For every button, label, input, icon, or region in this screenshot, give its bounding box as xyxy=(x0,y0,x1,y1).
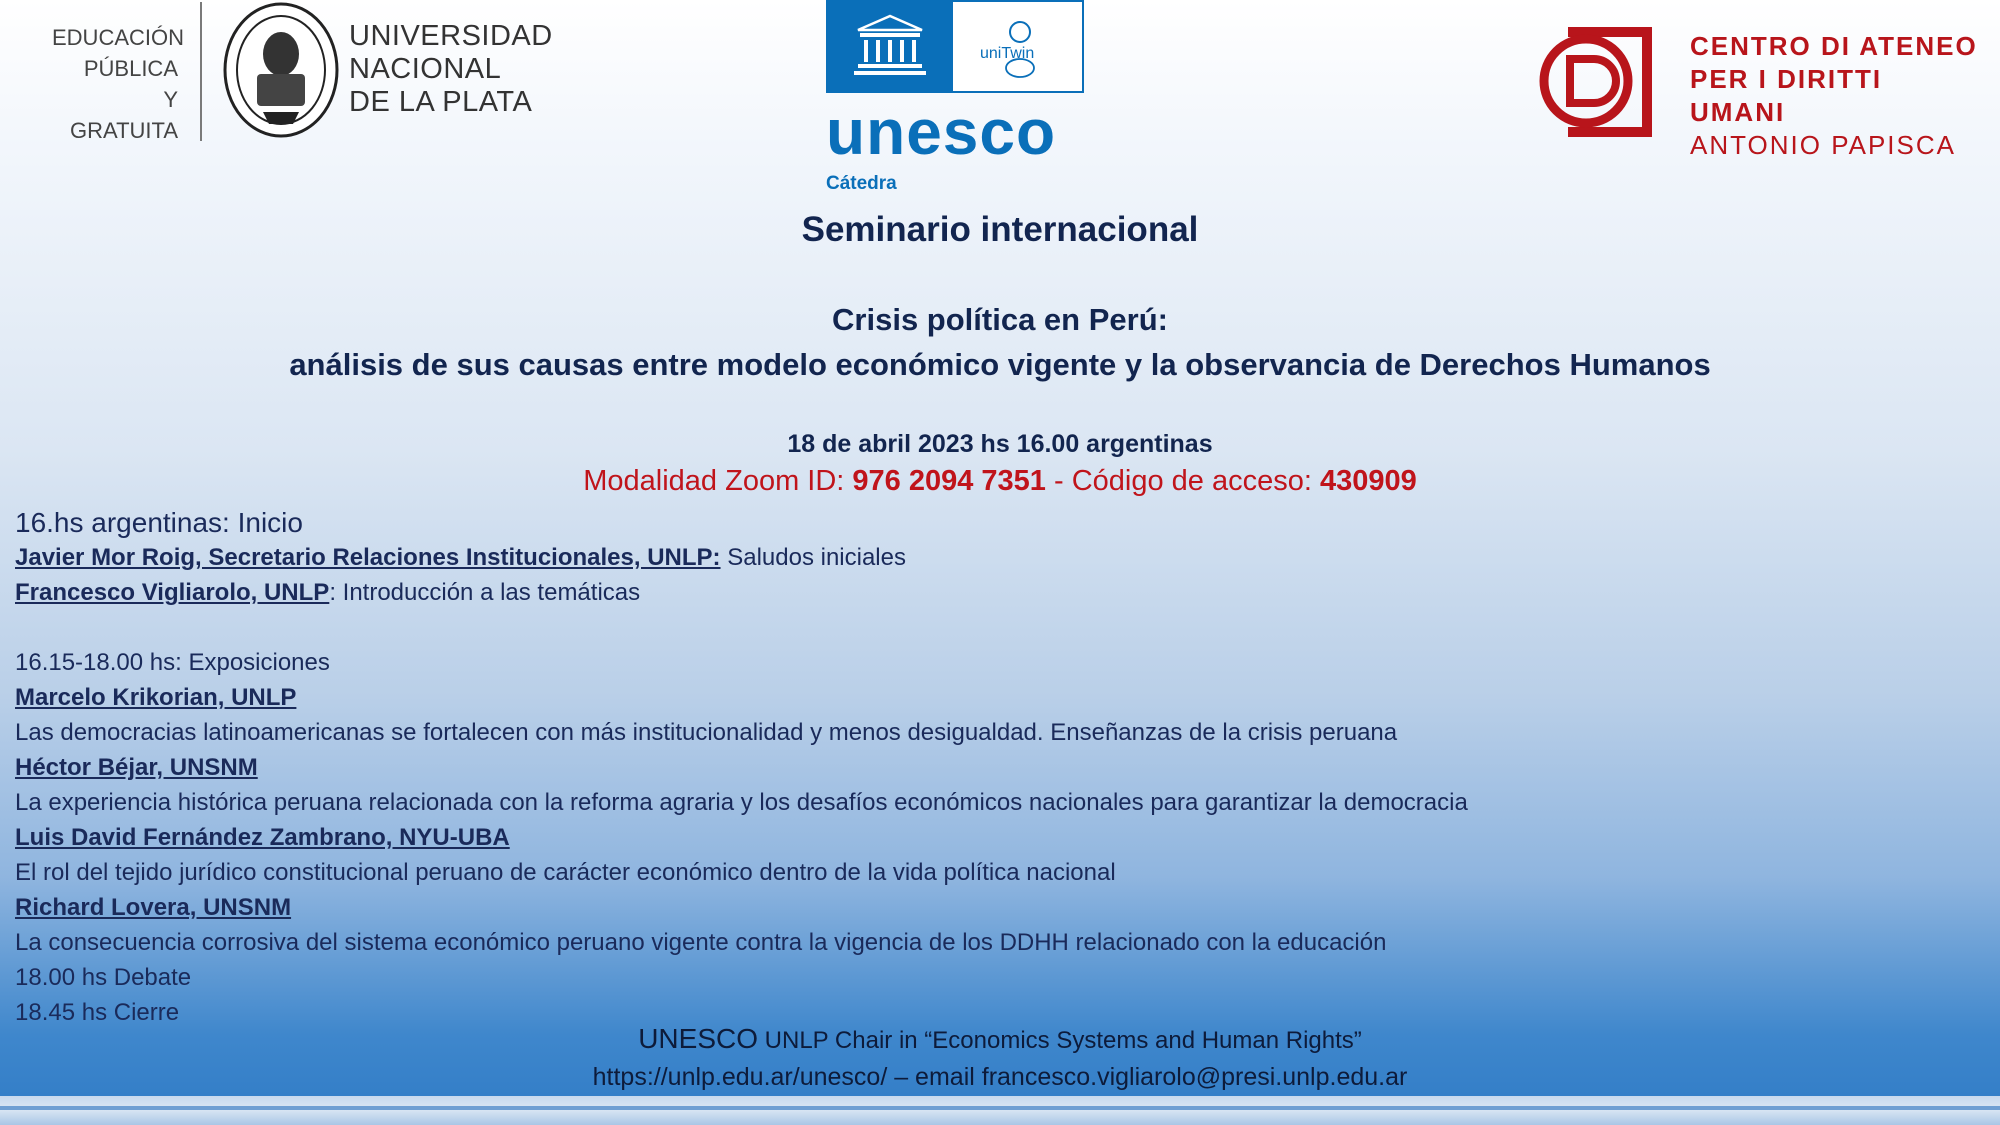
cierre-item: 18.45 hs Cierre xyxy=(15,999,180,1026)
slogan-line: EDUCACIÓN xyxy=(52,25,185,50)
unesco-temple-icon xyxy=(828,2,953,91)
svg-text:uniTwin: uniTwin xyxy=(980,45,1035,62)
bottom-band xyxy=(0,1096,2000,1125)
opening-text: : Introducción a las temáticas xyxy=(329,579,641,606)
opening-item xyxy=(15,575,1975,610)
unesco-catedra: Cátedra xyxy=(826,173,897,194)
unlp-seal-icon xyxy=(223,2,340,139)
event-date: 18 de abril 2023 hs 16.00 argentinas xyxy=(787,430,1213,458)
spacer xyxy=(15,610,1975,645)
program-start: 16.hs argentinas: Inicio xyxy=(15,507,303,538)
access-code: 430909 xyxy=(1319,465,1417,497)
unlp-name-line: DE LA PLATA xyxy=(349,86,533,118)
speaker-name: Richard Lovera, UNSNM xyxy=(15,894,292,921)
ateneo-mark-icon xyxy=(1538,25,1654,139)
unlp-name xyxy=(349,20,553,119)
ateneo-name xyxy=(1690,30,1978,162)
slogan-line: PÚBLICA xyxy=(83,56,178,81)
footer-chair-text: UNLP Chair in “Economics Systems and Human Rights” xyxy=(758,1027,1362,1054)
slogan-line: Y GRATUITA xyxy=(70,87,178,143)
bottom-band-line xyxy=(0,1106,2000,1110)
program-list xyxy=(15,505,1975,1030)
zoom-id: 976 2094 7351 xyxy=(852,465,1046,497)
seminar-heading: Seminario internacional xyxy=(801,210,1199,249)
speaker-name: Francesco Vigliarolo, UNLP xyxy=(15,579,330,606)
speaker-name: Héctor Béjar, UNSNM xyxy=(15,754,258,781)
opening-text: Saludos iniciales xyxy=(720,544,906,571)
title-line-2: análisis de sus causas entre modelo económico vigente y la observancia de Derechos Humanos xyxy=(289,347,1711,382)
speaker-name: Luis David Fernández Zambrano, NYU-UBA xyxy=(15,824,510,851)
opening-item xyxy=(15,540,1975,575)
ateneo-line: PER I DIRITTI UMANI xyxy=(1690,64,1883,127)
unlp-slogan xyxy=(52,22,185,146)
unesco-temple-box xyxy=(828,2,953,91)
debate-item: 18.00 hs Debate xyxy=(15,964,192,991)
title-line-1: Crisis política en Perú: xyxy=(832,302,1168,337)
exposiciones-heading: 16.15-18.00 hs: Exposiciones xyxy=(15,649,330,676)
unesco-wordmark: unesco xyxy=(826,96,1057,168)
footer-contact: https://unlp.edu.ar/unesco/ – email francesco.vigliarolo@presi.unlp.edu.ar xyxy=(592,1063,1408,1091)
ateneo-line: CENTRO DI ATENEO xyxy=(1690,31,1978,61)
talk-topic: El rol del tejido jurídico constitucional peruano de carácter económico dentro de la vida política nacional xyxy=(15,859,1116,886)
ateneo-line: ANTONIO PAPISCA xyxy=(1690,130,1956,160)
unesco-emblem xyxy=(826,0,1084,93)
footer-chair xyxy=(0,1023,2000,1055)
footer-unesco: UNESCO xyxy=(638,1023,758,1054)
talk-topic: Las democracias latinoamericanas se fortalecen con más institucionalidad y menos desigualdad. Enseñanzas de la crisis peruana xyxy=(15,719,1398,746)
unlp-logo xyxy=(52,0,552,145)
access-label: - Código de acceso: xyxy=(1045,465,1320,497)
unitwin-icon xyxy=(960,14,1078,80)
talk-topic: La experiencia histórica peruana relacionada con la reforma agraria y los desafíos económicos nacionales para garantizar la democracia xyxy=(15,789,1468,816)
zoom-label: Modalidad Zoom ID: xyxy=(583,465,853,497)
zoom-info xyxy=(0,465,2000,498)
unlp-name-line: UNIVERSIDAD xyxy=(349,20,553,52)
speaker-name: Javier Mor Roig, Secretario Relaciones Institucionales, UNLP: xyxy=(15,544,721,571)
logo-divider xyxy=(200,2,202,141)
ateneo-logo xyxy=(1538,25,1978,160)
speaker-name: Marcelo Krikorian, UNLP xyxy=(15,684,297,711)
unlp-name-line: NACIONAL xyxy=(349,53,502,85)
unesco-logo xyxy=(826,0,1086,200)
talk-topic: La consecuencia corrosiva del sistema económico peruano vigente contra la vigencia de los DDHH relacionado con la educación xyxy=(15,929,1387,956)
